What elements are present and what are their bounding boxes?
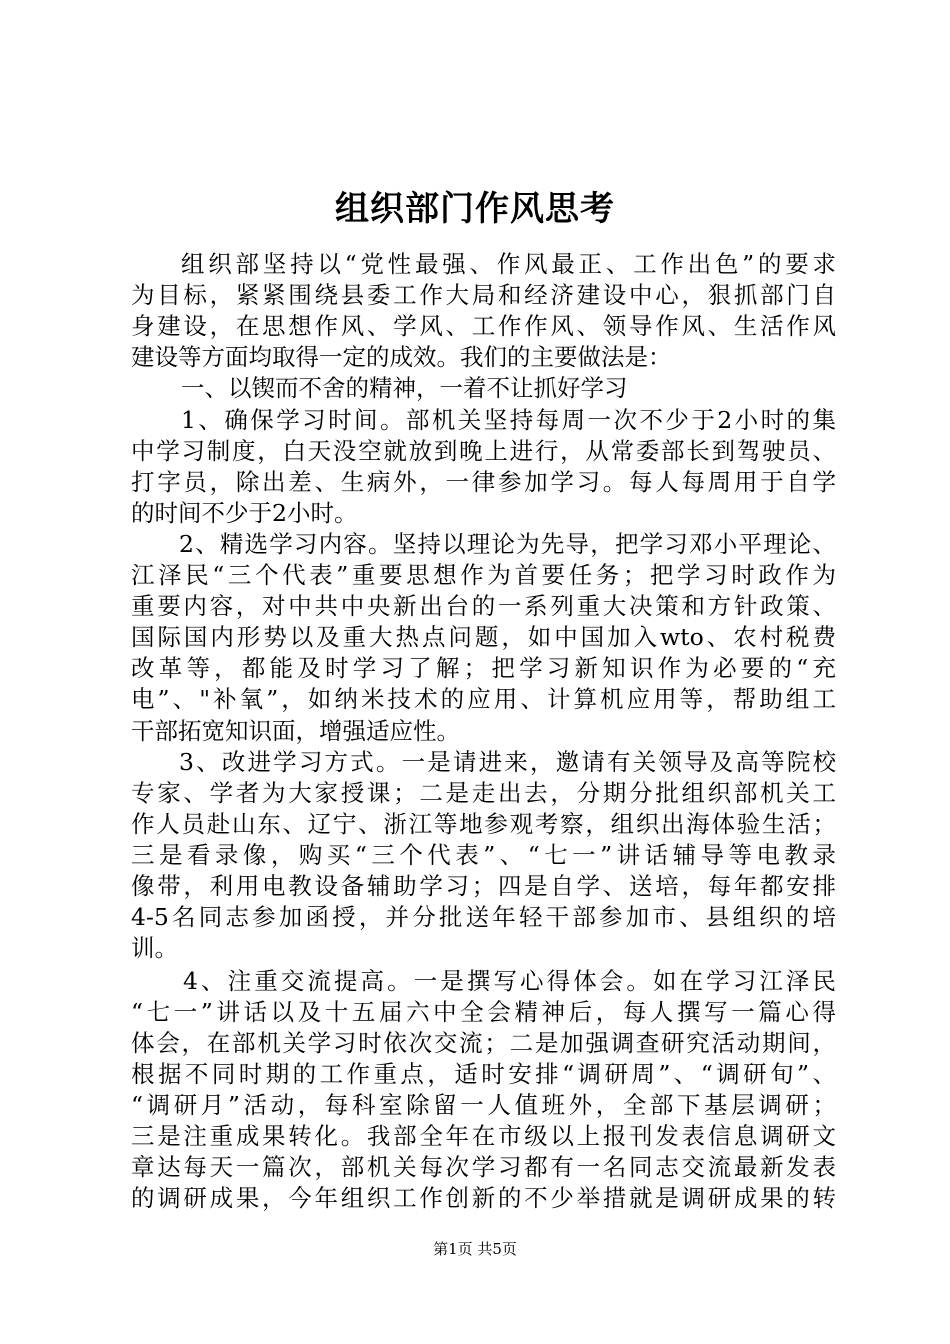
body-line: 电”、"补氧”，如纳米技术的应用、计算机应用等，帮助组工 (131, 685, 836, 713)
body-line: 打字员，除出差、生病外，一律参加学习。每人每周用于自学 (131, 468, 836, 496)
document-title: 组织部门作风思考 (335, 189, 615, 229)
body-line: 的时间不少于2小时。 (131, 499, 358, 527)
page-footer: 第1页 共5页 (433, 1240, 517, 1258)
body-line: 1、确保学习时间。部机关坚持每周一次不少于2小时的集 (181, 406, 836, 434)
body-line: 4、注重交流提高。一是撰写心得体会。如在学习江泽民 (183, 967, 836, 995)
body-line: 三是注重成果转化。我部全年在市级以上报刊发表信息调研文 (131, 1122, 836, 1150)
body-line: 三是看录像，购买“三个代表”、“七一”讲话辅导等电教录 (131, 841, 836, 869)
body-line: 体会，在部机关学习时依次交流；二是加强调查研究活动期间， (131, 1029, 836, 1057)
body-line: 身建设，在思想作风、学风、工作作风、领导作风、生活作风 (131, 312, 836, 340)
body-line: 改革等，都能及时学习了解；把学习新知识作为必要的“充 (131, 654, 836, 682)
body-line: 训。 (131, 934, 178, 962)
body-line: 建设等方面均取得一定的成效。我们的主要做法是： (131, 343, 672, 371)
body-line: 江泽民“三个代表”重要思想作为首要任务；把学习时政作为 (131, 561, 836, 589)
body-line: 一、以锲而不舍的精神，一着不让抓好学习 (181, 374, 628, 402)
body-line: 2、精选学习内容。坚持以理论为先导，把学习邓小平理论、 (179, 530, 836, 558)
body-line: 国际国内形势以及重大热点问题，如中国加入wto、农村税费 (131, 623, 836, 651)
body-line: 组织部坚持以“党性最强、作风最正、工作出色”的要求 (181, 250, 836, 278)
body-line: 4-5名同志参加函授，并分批送年轻干部参加市、县组织的培 (131, 903, 836, 931)
body-line: 干部拓宽知识面，增强适应性。 (131, 717, 460, 745)
body-line: 为目标，紧紧围绕县委工作大局和经济建设中心，狠抓部门自 (131, 281, 836, 309)
body-line: 作人员赴山东、辽宁、浙江等地参观考察，组织出海体验生活； (131, 810, 836, 838)
body-line: 重要内容，对中共中央新出台的一系列重大决策和方针政策、 (131, 592, 836, 620)
body-line: 专家、学者为大家授课；二是走出去，分期分批组织部机关工 (131, 779, 836, 807)
body-line: 3、改进学习方式。一是请进来，邀请有关领导及高等院校 (179, 748, 836, 776)
body-line: “七一”讲话以及十五届六中全会精神后，每人撰写一篇心得 (131, 998, 836, 1026)
body-line: 根据不同时期的工作重点，适时安排“调研周”、“调研旬”、 (131, 1060, 836, 1088)
body-line: 章达每天一篇次，部机关每次学习都有一名同志交流最新发表 (131, 1153, 836, 1181)
body-line: “调研月”活动，每科室除留一人值班外，全部下基层调研； (131, 1091, 836, 1119)
body-line: 像带，利用电教设备辅助学习；四是自学、送培，每年都安排 (131, 872, 836, 900)
body-line: 的调研成果，今年组织工作创新的不少举措就是调研成果的转 (131, 1184, 836, 1212)
body-line: 中学习制度，白天没空就放到晚上进行，从常委部长到驾驶员、 (131, 437, 836, 465)
